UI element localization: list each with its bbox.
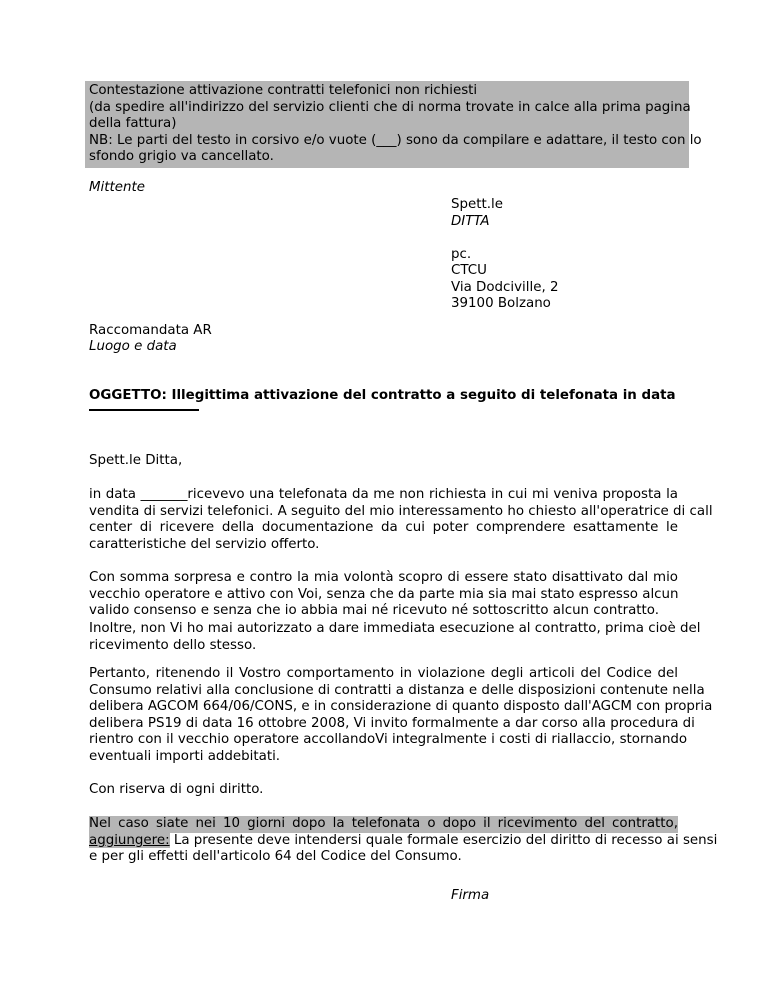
cc-label: pc. — [451, 246, 472, 262]
delivery-method: Raccomandata AR — [89, 323, 212, 338]
optional-instruction: Nel caso siate nei 10 giorni dopo la telefonata o dopo il ricevimento del contratto, — [89, 816, 678, 831]
text-line: caratteristiche del servizio offerto. — [89, 536, 320, 552]
text-line: ricevimento dello stesso. — [89, 637, 257, 653]
cc-street: Via Dodciville, 2 — [451, 279, 559, 295]
reservation-clause: Con riserva di ogni diritto. — [89, 782, 264, 797]
paragraph-5 — [89, 816, 718, 866]
place-date: Luogo e data — [89, 339, 177, 354]
text-line: eventuali importi addebitati. — [89, 748, 281, 764]
text-line: Consumo relativi alla conclusione di contratti a distanza e delle disposizioni contenute nella — [89, 682, 705, 698]
text-line: e per gli effetti dell'articolo 64 del Codice del Consumo. — [89, 849, 462, 864]
signature-label: Firma — [451, 888, 490, 903]
paragraph-1 — [89, 487, 713, 553]
withdrawal-text: La presente deve intendersi quale formale esercizio del diritto di recesso ai sensi — [169, 832, 718, 848]
text-line: in data _______ricevevo una telefonata da me non richiesta in cui mi veniva proposta la — [89, 487, 678, 502]
text-line: Pertanto, ritenendo il Vostro comportamento in violazione degli articoli del Codice del — [89, 666, 678, 681]
instruction-line: sfondo grigio va cancellato. — [89, 149, 274, 164]
sender-label: Mittente — [89, 180, 145, 195]
text-line: vendita di servizi telefonici. A seguito del mio interessamento ho chiesto all'operatrice di call — [89, 503, 713, 519]
recipient-salutation: Spett.le — [451, 197, 503, 212]
text-line: valido consenso e senza che io abbia mai né ricevuto né sottoscritto alcun contratto. — [89, 603, 660, 618]
text-line — [89, 832, 718, 850]
optional-instruction-end: aggiungere: — [89, 832, 170, 848]
greeting: Spett.le Ditta, — [89, 453, 183, 468]
text-line: Con somma sorpresa e contro la mia volontà scopro di essere stato disattivato dal mio — [89, 570, 678, 585]
instruction-line: Contestazione attivazione contratti telefonici non richiesti — [89, 83, 478, 98]
instruction-line: NB: Le parti del testo in corsivo e/o vuote (___) sono da compilare e adattare, il testo con lo — [89, 132, 702, 148]
text-line: delibera AGCOM 664/06/CONS, e in considerazione di quanto disposto dall'AGCM con propria — [89, 699, 713, 714]
paragraph-2 — [89, 570, 678, 620]
paragraph-3 — [89, 621, 701, 654]
subject-line: OGGETTO: Illegittima attivazione del contratto a seguito di telefonata in data — [89, 388, 676, 403]
text-line: Inoltre, non Vi ho mai autorizzato a dare immediata esecuzione al contratto, prima cioè del — [89, 621, 701, 636]
instruction-line: (da spedire all'indirizzo del servizio clienti che di norma trovate in calce alla prima pagina — [89, 99, 691, 115]
text-line: vecchio operatore e attivo con Voi, senza che da parte mia sia mai stato espresso alcun — [89, 586, 679, 602]
cc-org: CTCU — [451, 263, 487, 278]
recipient-address — [451, 197, 559, 313]
instruction-line: della fattura) — [89, 116, 177, 131]
subject-date-blank — [89, 409, 199, 411]
cc-city: 39100 Bolzano — [451, 296, 551, 311]
instruction-box — [85, 81, 702, 168]
text-line: rientro con il vecchio operatore accollandoVi integralmente i costi di riallaccio, stornando — [89, 732, 688, 747]
text-line: center di ricevere della documentazione da cui poter comprendere esattamente le — [89, 520, 678, 535]
recipient-company: DITTA — [451, 213, 490, 229]
text-line: delibera PS19 di data 16 ottobre 2008, Vi invito formalmente a dar corso alla procedura di — [89, 715, 695, 731]
paragraph-4 — [89, 666, 713, 765]
